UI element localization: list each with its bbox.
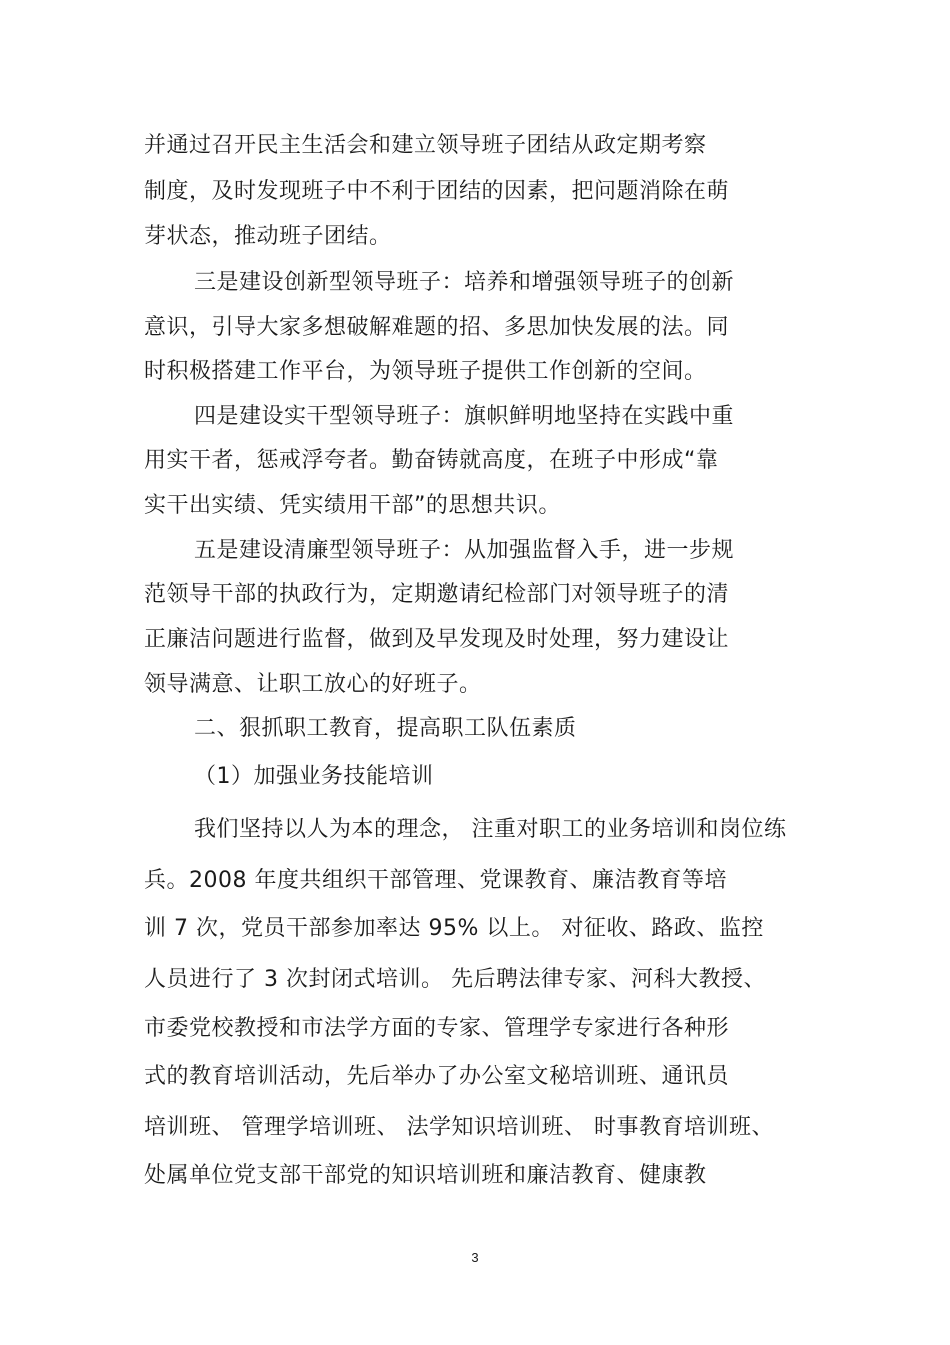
- section-heading: 二、狠抓职工教育，提高职工队伍素质: [194, 716, 577, 741]
- text-line: 用实干者，惩戒浮夸者。勤奋铸就高度，在班子中形成“靠: [144, 448, 719, 473]
- text-line: 人员进行了 3 次封闭式培训。 先后聘法律专家、河科大教授、: [144, 967, 766, 992]
- page-number: 3: [471, 1250, 479, 1265]
- paragraph-first-line: 四是建设实干型领导班子：旗帜鲜明地坚持在实践中重: [194, 404, 735, 429]
- text-line: 处属单位党支部干部党的知识培训班和廉洁教育、健康教: [144, 1163, 707, 1188]
- text-line: 式的教育培训活动，先后举办了办公室文秘培训班、通讯员: [144, 1064, 730, 1089]
- text-line: 范领导干部的执政行为，定期邀请纪检部门对领导班子的清: [144, 582, 730, 607]
- paragraph-first-line: 三是建设创新型领导班子：培养和增强领导班子的创新: [194, 270, 735, 295]
- text-line: 实干出实绩、凭实绩用干部”的思想共识。: [144, 493, 561, 518]
- text-line: 制度，及时发现班子中不利于团结的因素，把问题消除在萌: [144, 179, 730, 204]
- paragraph-first-line: 五是建设清廉型领导班子：从加强监督入手，进一步规: [194, 538, 735, 563]
- text-line: 兵。2008 年度共组织干部管理、党课教育、廉洁教育等培: [144, 868, 727, 893]
- text-line: 正廉洁问题进行监督，做到及早发现及时处理，努力建设让: [144, 627, 730, 652]
- text-line: 领导满意、让职工放心的好班子。: [144, 672, 482, 697]
- text-line: 并通过召开民主生活会和建立领导班子团结从政定期考察: [144, 133, 707, 158]
- text-line: 时积极搭建工作平台，为领导班子提供工作创新的空间。: [144, 359, 707, 384]
- text-line: 市委党校教授和市法学方面的专家、管理学专家进行各种形: [144, 1016, 730, 1041]
- text-line: 意识，引导大家多想破解难题的招、多思加快发展的法。同: [144, 315, 730, 340]
- text-line: 培训班、 管理学培训班、 法学知识培训班、 时事教育培训班、: [144, 1115, 774, 1140]
- subsection-heading: （1）加强业务技能培训: [194, 764, 434, 789]
- text-line: 芽状态，推动班子团结。: [144, 224, 392, 249]
- text-line: 训 7 次，党员干部参加率达 95% 以上。 对征收、路政、监控: [144, 916, 764, 941]
- paragraph-first-line: 我们坚持以人为本的理念， 注重对职工的业务培训和岗位练: [194, 817, 787, 842]
